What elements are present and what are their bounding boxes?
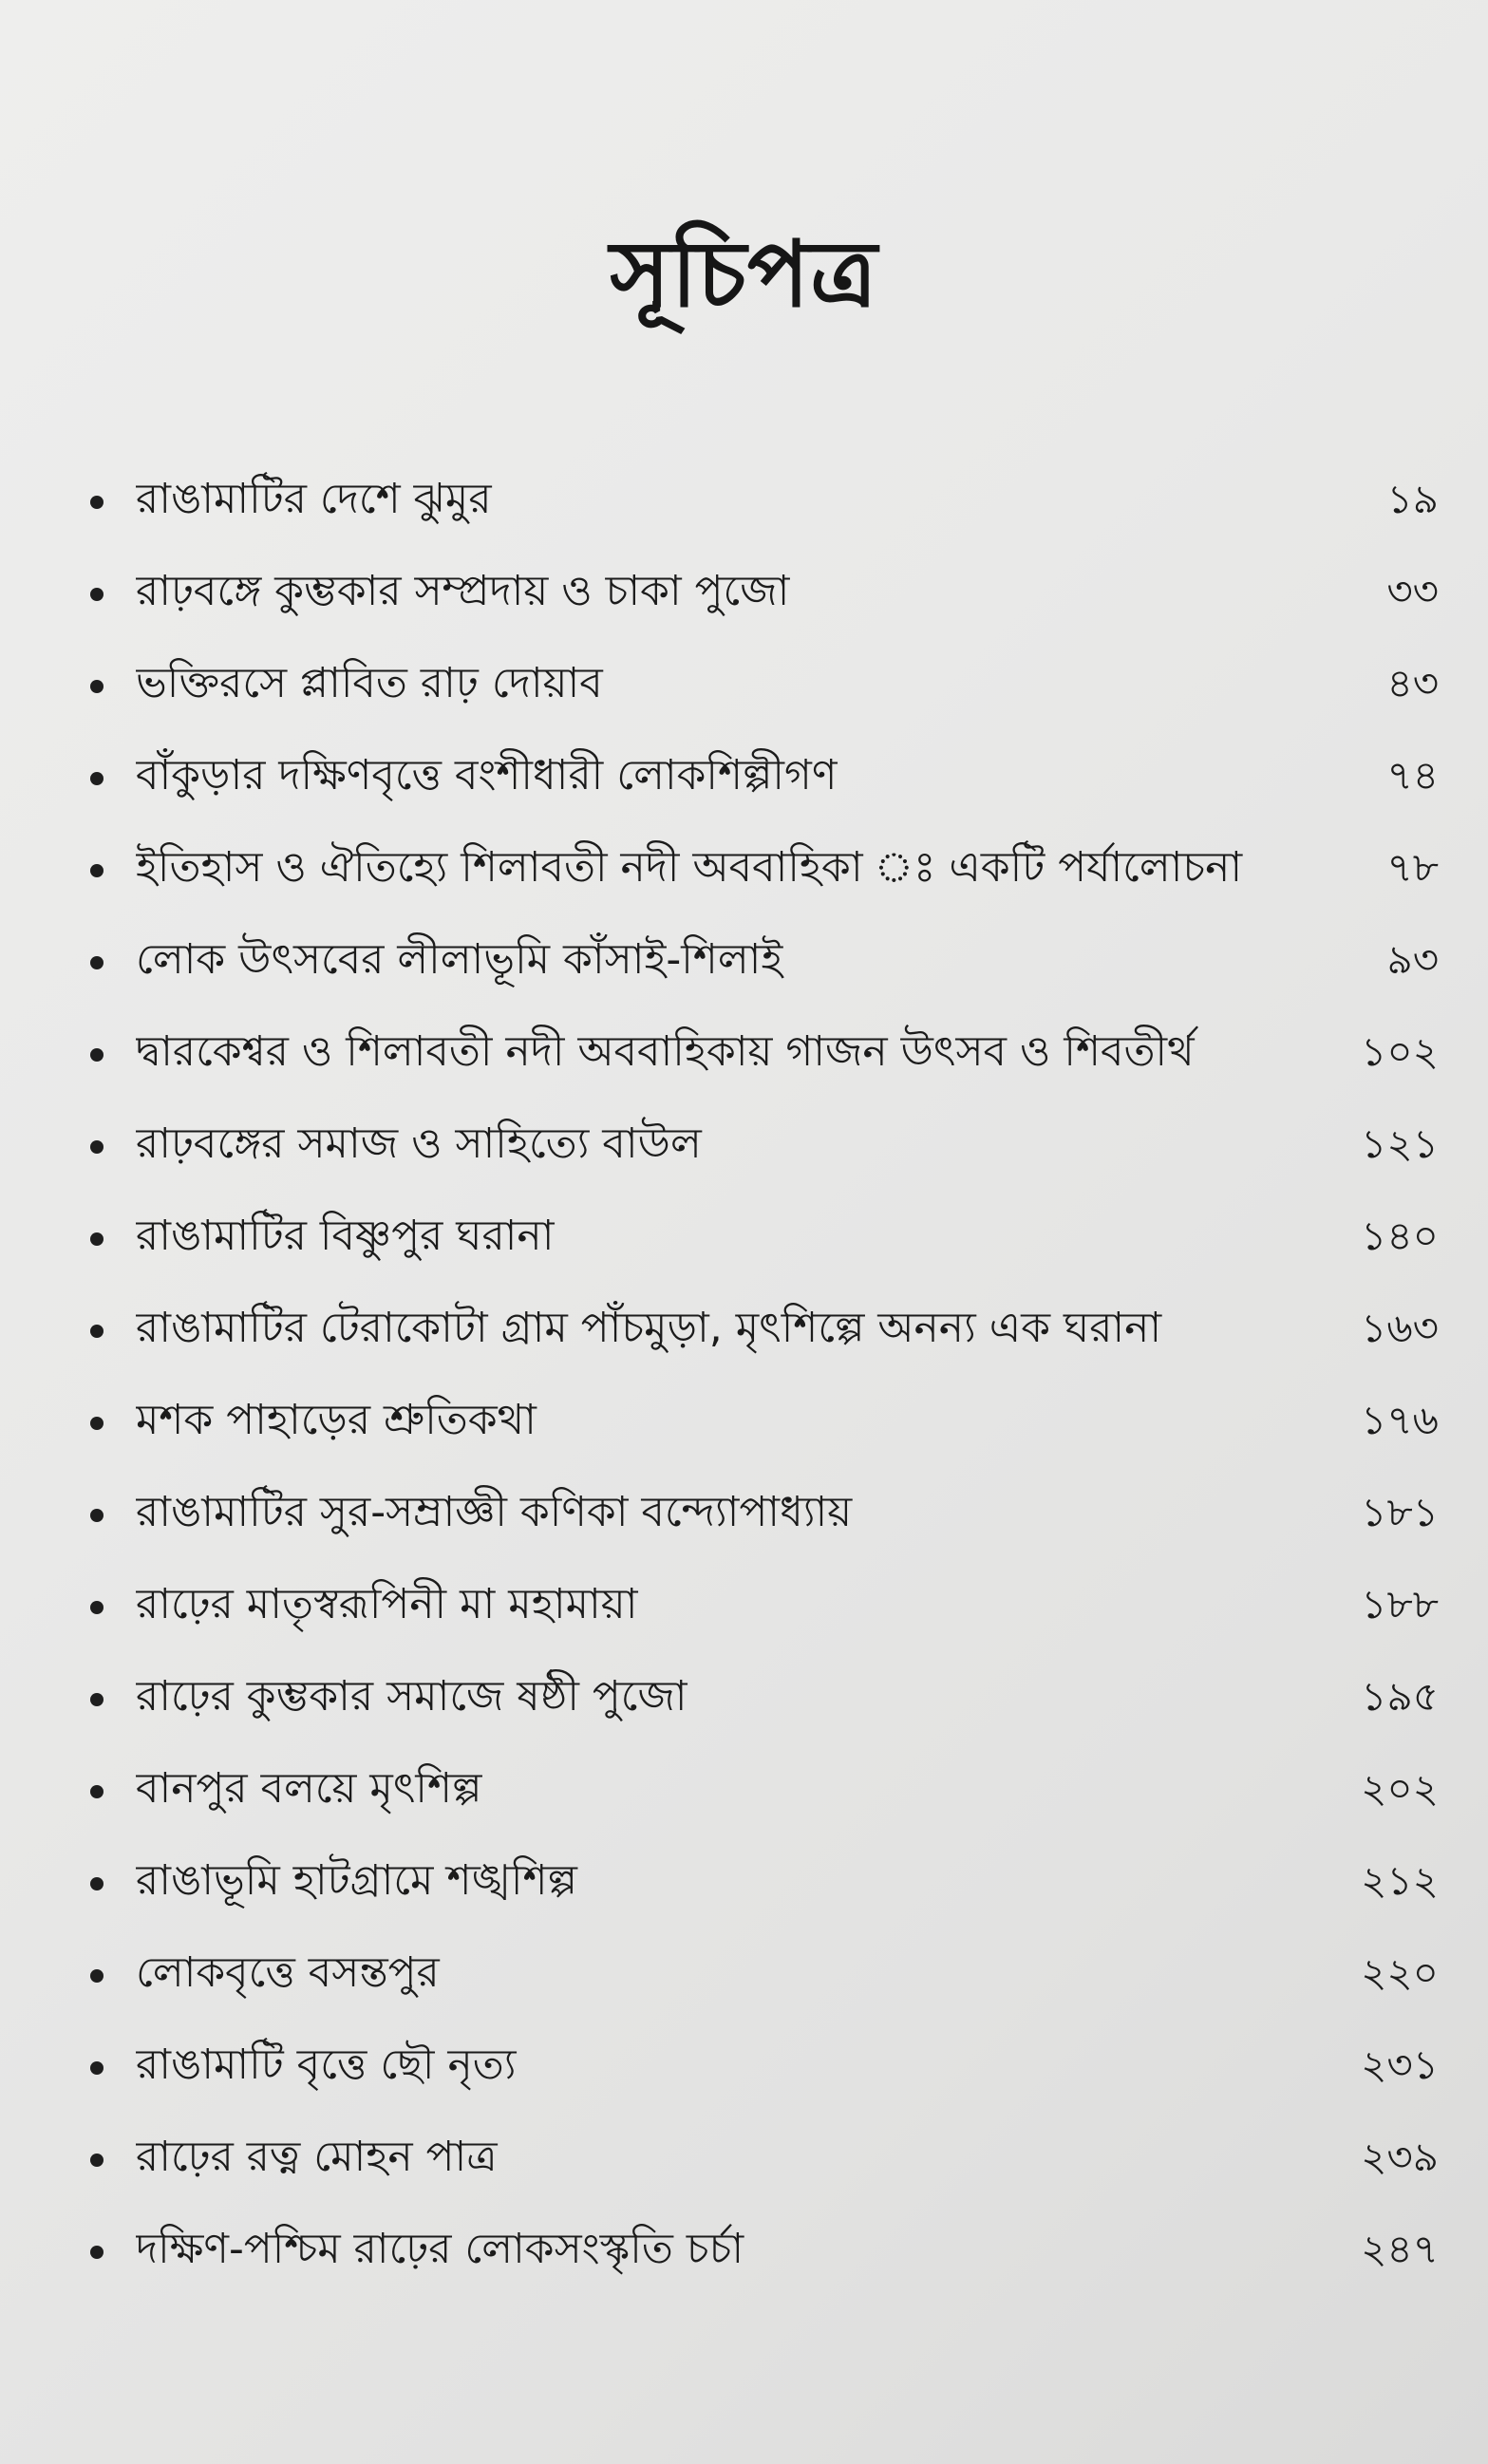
toc-entry	[90, 548, 1439, 640]
toc-entry-page-number: ১৮১	[1361, 1489, 1439, 1535]
toc-entry	[90, 2206, 1439, 2298]
page-title: সূচিপত্র	[610, 221, 878, 328]
toc-entry-title: রাঙামাটির দেশে ঝুমুর	[136, 475, 492, 523]
bullet-icon	[90, 1048, 104, 1062]
toc-entry-title: রাঙামাটির সুর-সম্রাজ্ঞী কণিকা বন্দ্যোপাধ্যায়	[136, 1488, 853, 1536]
bullet-icon	[90, 1785, 104, 1798]
toc-entry	[90, 2114, 1439, 2206]
toc-entry-title: লোক উৎসবের লীলাভূমি কাঁসাই-শিলাই	[136, 935, 783, 984]
toc-entry	[90, 640, 1439, 732]
toc-entry-page-number: ১২১	[1361, 1120, 1439, 1167]
toc-entry-page-number: ১৯	[1386, 476, 1439, 522]
toc-entry	[90, 1193, 1439, 1285]
bullet-icon	[90, 1325, 104, 1338]
toc-entry-title: রাঙামাটি বৃত্তে ছৌ নৃত্য	[136, 2041, 517, 2089]
toc-entry-title: রাঢ়বঙ্গে কুম্ভকার সম্প্রদায় ও চাকা পুজো	[136, 567, 790, 615]
bullet-icon	[90, 1417, 104, 1430]
toc-entry	[90, 1929, 1439, 2022]
toc-entry	[90, 732, 1439, 824]
toc-entry-title: দ্বারকেশ্বর ও শিলাবতী নদী অববাহিকায় গাজন উৎসব ও শিবতীর্থ	[136, 1027, 1195, 1076]
toc-entry-page-number: ২৩১	[1361, 2041, 1439, 2088]
bullet-icon	[90, 1140, 104, 1154]
toc-entry-title: দক্ষিণ-পশ্চিম রাঢ়ের লোকসংস্কৃতি চর্চা	[136, 2225, 744, 2273]
toc-entry-page-number: ৩৩	[1386, 568, 1439, 614]
bullet-icon	[90, 2246, 104, 2259]
toc-entry	[90, 1285, 1439, 1377]
toc-entry-page-number: ১৪০	[1361, 1213, 1439, 1259]
toc-entry-page-number: ২৪৭	[1361, 2226, 1439, 2272]
bullet-icon	[90, 1601, 104, 1614]
bullet-icon	[90, 772, 104, 785]
toc-entry-page-number: ৭৮	[1386, 844, 1439, 891]
bullet-icon	[90, 1877, 104, 1890]
toc-entry-page-number: ২৩৯	[1361, 2134, 1439, 2180]
toc-entry-page-number: ৪৩	[1386, 660, 1439, 706]
toc-entry-title: রাঙামাটির বিষ্ণুপুর ঘরানা	[136, 1212, 555, 1260]
toc-entry-page-number: ২১২	[1361, 1857, 1439, 1904]
toc-entry-page-number: ১৯৫	[1361, 1673, 1439, 1720]
toc-entry-title: রাঢ়ের মাতৃস্বরূপিনী মা মহামায়া	[136, 1580, 638, 1628]
toc-entry	[90, 1100, 1439, 1193]
toc-entry-title: ভক্তিরসে প্লাবিত রাঢ় দোয়াব	[136, 659, 603, 707]
toc-entry	[90, 2022, 1439, 2114]
toc-entry-page-number: ১৮৮	[1361, 1581, 1439, 1627]
toc-entry-title: রাঙামাটির টেরাকোটা গ্রাম পাঁচমুড়া, মৃৎশিল্পে অনন্য এক ঘরানা	[136, 1304, 1162, 1352]
toc-entry	[90, 1008, 1439, 1100]
bullet-icon	[90, 2154, 104, 2167]
toc-entry-title: রাঢ়ের রত্ন মোহন পাত্র	[136, 2133, 498, 2181]
toc-entry	[90, 1837, 1439, 1929]
toc-entry	[90, 1377, 1439, 1469]
bullet-icon	[90, 956, 104, 969]
toc-entry	[90, 456, 1439, 548]
bullet-icon	[90, 1509, 104, 1522]
toc-entry-page-number: ২০২	[1361, 1765, 1439, 1812]
toc-entry-title: রাঙাভূমি হাটগ্রামে শঙ্খশিল্প	[136, 1856, 577, 1905]
toc-entry-page-number: ৯৩	[1386, 936, 1439, 983]
toc-entry	[90, 1745, 1439, 1837]
table-of-contents	[90, 456, 1439, 2298]
toc-entry-title: রাঢ়ের কুম্ভকার সমাজে ষষ্ঠী পুজো	[136, 1672, 687, 1721]
bullet-icon	[90, 1232, 104, 1246]
bullet-icon	[90, 680, 104, 693]
bullet-icon	[90, 1969, 104, 1983]
bullet-icon	[90, 1693, 104, 1706]
toc-entry-page-number: ২২০	[1361, 1949, 1439, 1996]
toc-entry-title: বানপুর বলয়ে মৃৎশিল্প	[136, 1764, 482, 1813]
toc-entry-title: রাঢ়বঙ্গের সমাজ ও সাহিত্যে বাউল	[136, 1119, 702, 1168]
toc-entry-title: বাঁকুড়ার দক্ষিণবৃত্তে বংশীধারী লোকশিল্পীগণ	[136, 751, 838, 799]
bullet-icon	[90, 864, 104, 877]
toc-entry-title: মশক পাহাড়ের শ্রুতিকথা	[136, 1396, 537, 1444]
toc-entry	[90, 916, 1439, 1008]
toc-entry	[90, 1561, 1439, 1653]
toc-entry	[90, 1653, 1439, 1745]
toc-entry	[90, 1469, 1439, 1561]
bullet-icon	[90, 588, 104, 601]
toc-entry-title: লোকবৃত্তে বসন্তপুর	[136, 1948, 440, 1997]
toc-entry-page-number: ৭৪	[1386, 752, 1439, 799]
toc-entry-title: ইতিহাস ও ঐতিহ্যে শিলাবতী নদী অববাহিকা ঃ একটি পর্যালোচনা	[136, 843, 1243, 892]
toc-entry-page-number: ১০২	[1361, 1028, 1439, 1075]
bullet-icon	[90, 496, 104, 509]
toc-entry	[90, 824, 1439, 916]
toc-entry-page-number: ১৭৬	[1361, 1397, 1439, 1443]
toc-entry-page-number: ১৬৩	[1361, 1305, 1439, 1351]
bullet-icon	[90, 2061, 104, 2075]
